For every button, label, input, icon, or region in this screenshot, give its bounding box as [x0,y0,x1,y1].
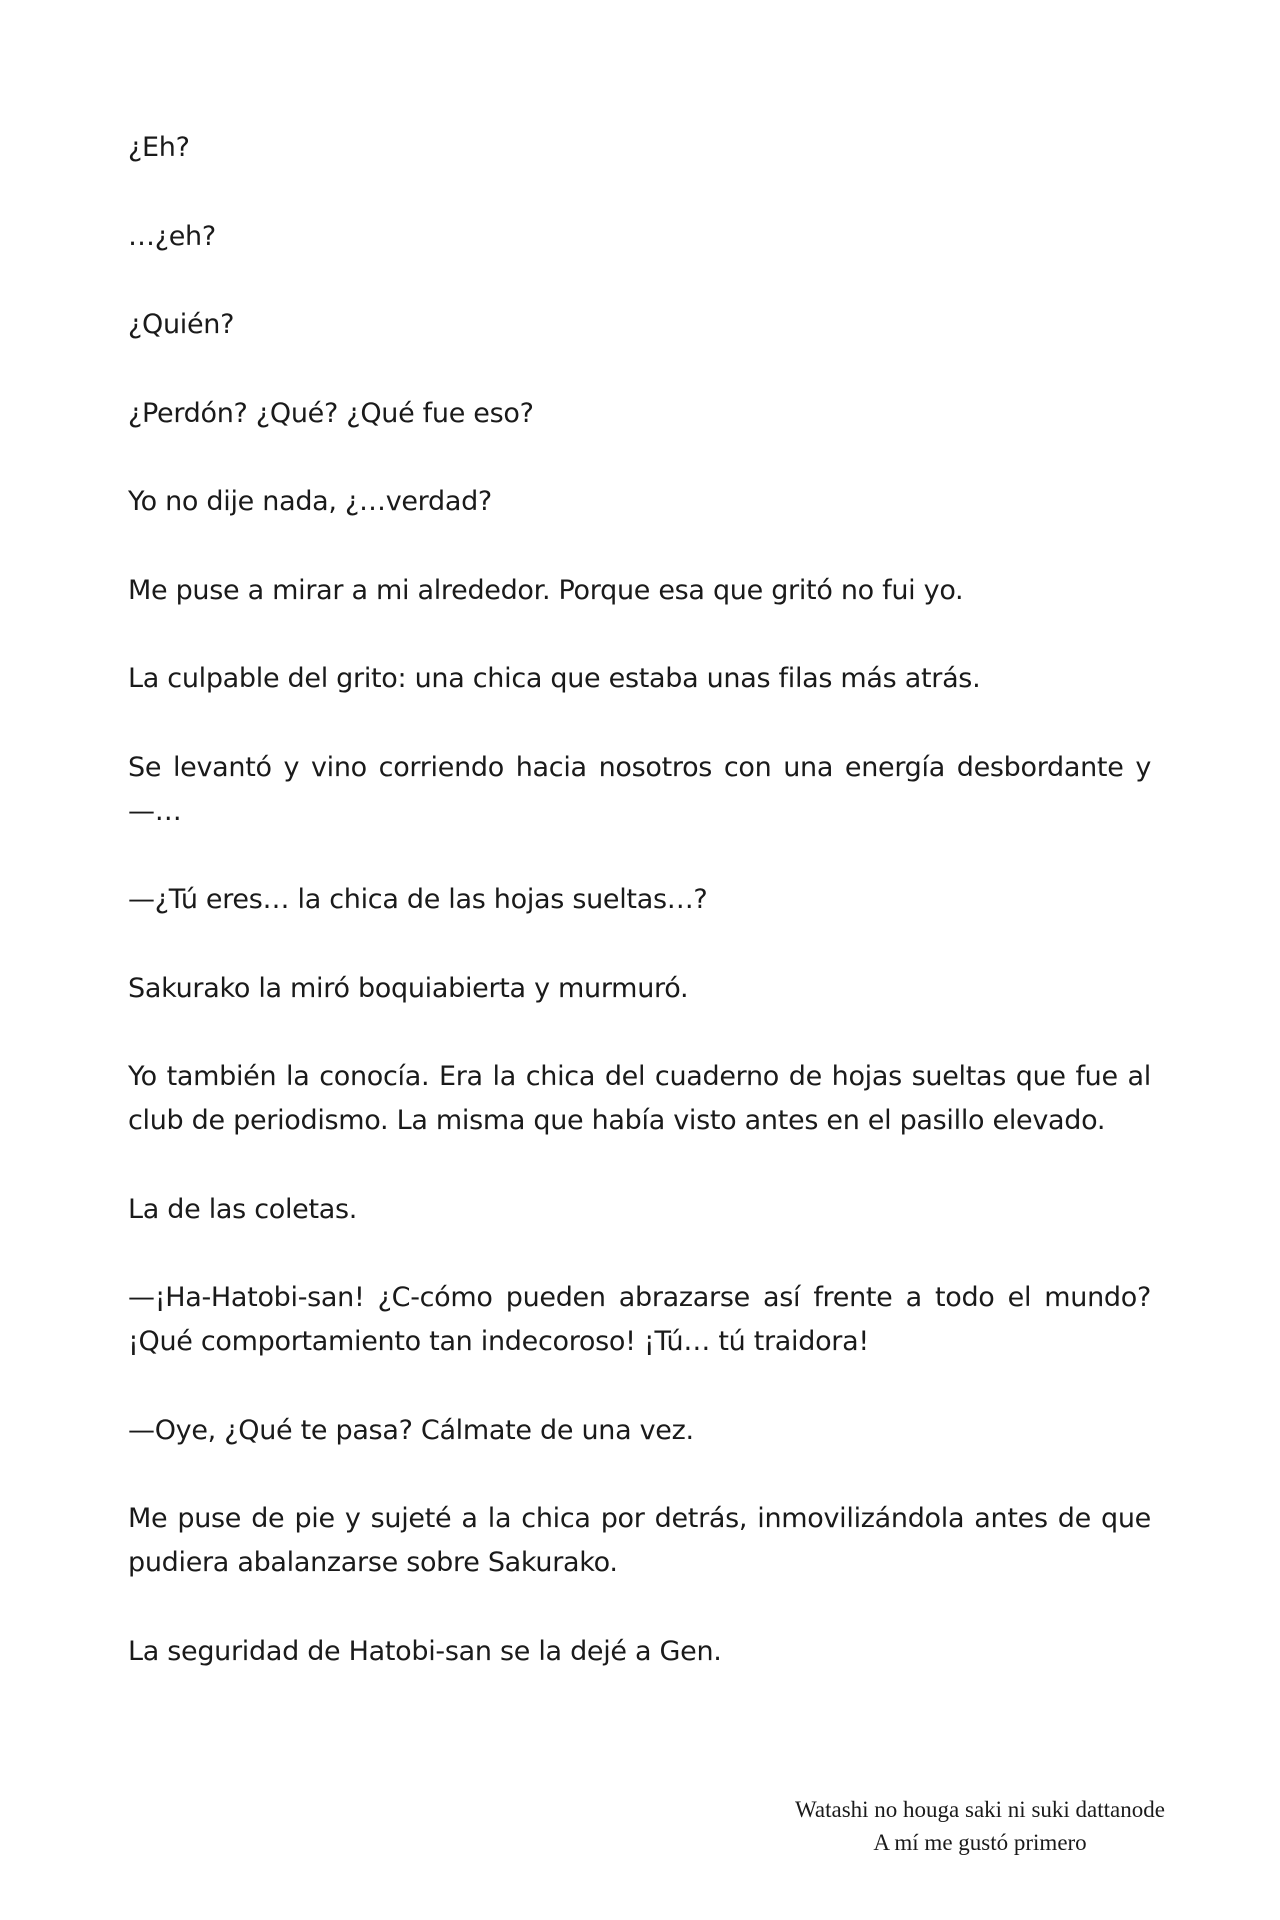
paragraph: Yo no dije nada, ¿…verdad? [128,486,492,517]
paragraph: Sakurako la miró boquiabierta y murmuró. [128,972,689,1004]
paragraph: Me puse de pie y sujeté a la chica por detrás, inmovilizándola antes de que pudiera abalanzarse sobre Sakurako. [128,1503,1151,1578]
paragraph: La culpable del grito: una chica que estaba unas filas más atrás. [128,663,981,694]
paragraph: Se levantó y vino corriendo hacia nosotros con una energía desbordante y—… [128,751,1151,827]
paragraph: ¿Perdón? ¿Qué? ¿Qué fue eso? [128,397,534,429]
paragraph: —¡Ha-Hatobi-san! ¿C-cómo pueden abrazarse así frente a todo el mundo? ¡Qué comportamiento tan indecoroso! ¡Tú… tú traidora! [128,1282,1151,1357]
footer-translated-title: A mí me gustó primero [873,1830,1087,1855]
paragraph: ¿Quién? [128,309,235,340]
body-text [128,126,1151,1718]
paragraph: Yo también la conocía. Era la chica del cuaderno de hojas sueltas que fue al club de periodismo. La misma que había visto antes en el pasillo elevado. [128,1061,1151,1136]
paragraph: ¿Eh? [128,132,190,163]
footer-original-title: Watashi no houga saki ni suki dattanode [795,1797,1165,1822]
paragraph: —¿Tú eres… la chica de las hojas sueltas…? [128,884,708,915]
paragraph: La de las coletas. [128,1193,358,1225]
page-footer [740,1793,1220,1859]
paragraph: Me puse a mirar a mi alrededor. Porque esa que gritó no fui yo. [128,574,964,606]
paragraph: La seguridad de Hatobi-san se la dejé a Gen. [128,1635,722,1667]
paragraph: …¿eh? [128,220,216,252]
paragraph: —Oye, ¿Qué te pasa? Cálmate de una vez. [128,1414,694,1446]
